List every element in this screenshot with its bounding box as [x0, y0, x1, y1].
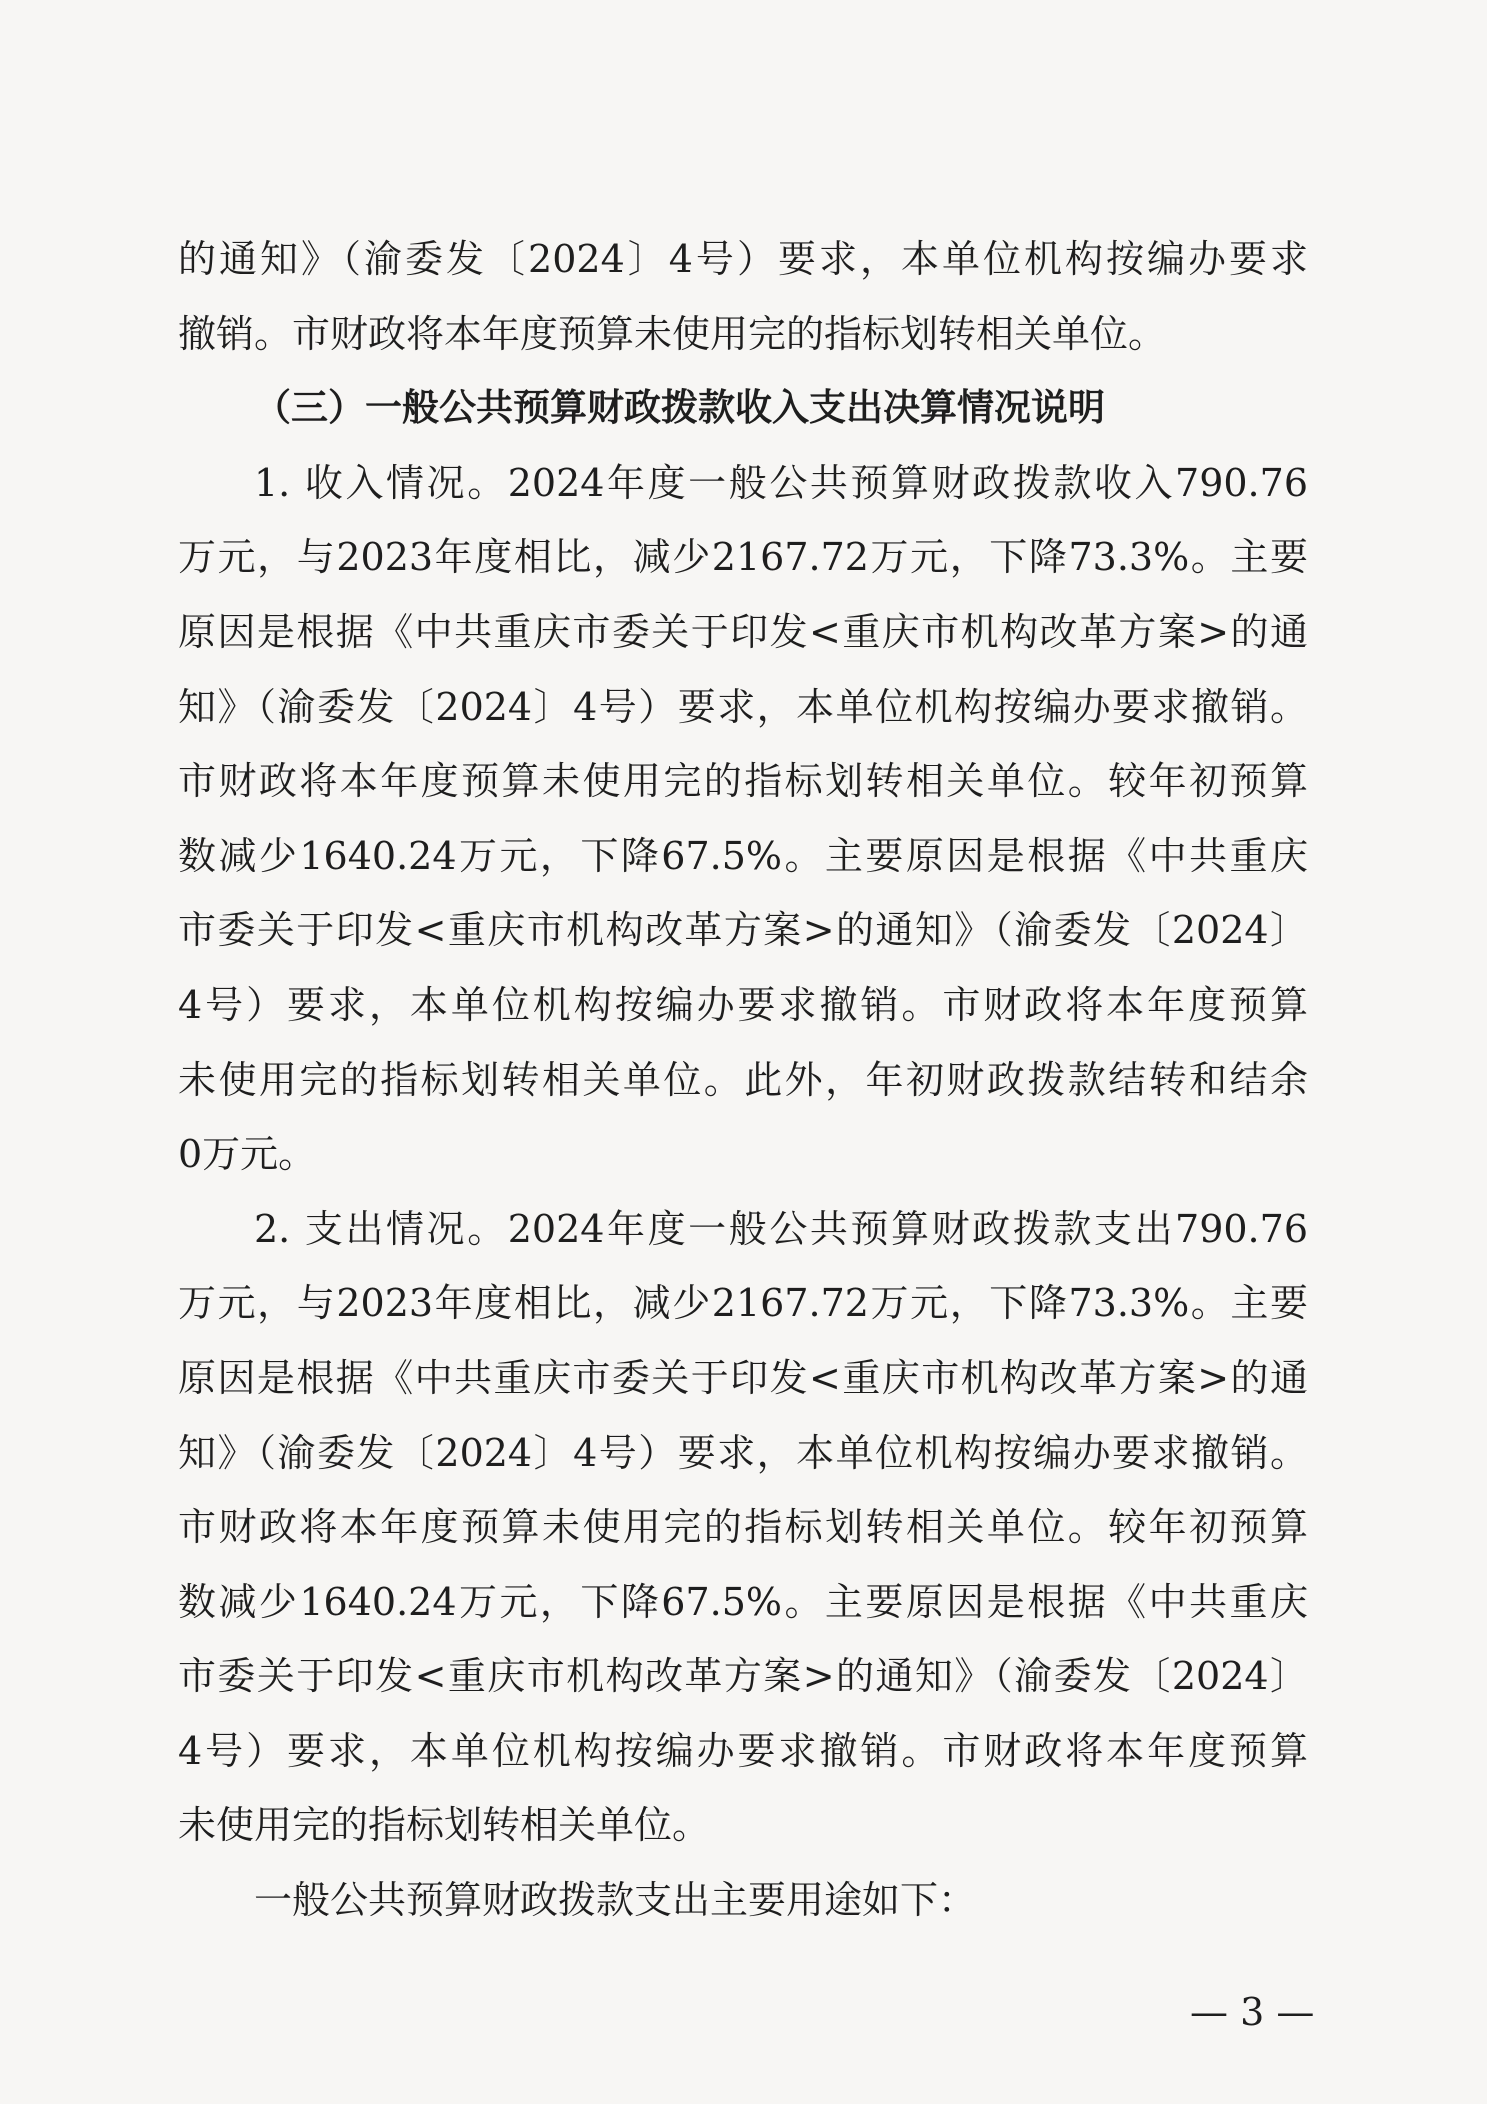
section-heading: （三）一般公共预算财政拨款收入支出决算情况说明 — [254, 386, 1105, 430]
text-line: 数减少1640.24万元，下降67.5%。主要原因是根据《中共重庆 — [178, 1579, 1308, 1624]
text-line: 未使用完的指标划转相关单位。 — [178, 1803, 711, 1848]
text-line: 一般公共预算财政拨款支出主要用途如下： — [254, 1878, 977, 1923]
text-line: 原因是根据《中共重庆市委关于印发<重庆市机构改革方案>的通 — [178, 1355, 1308, 1400]
text-line: 数减少1640.24万元，下降67.5%。主要原因是根据《中共重庆 — [178, 833, 1308, 878]
text-line: 未使用完的指标划转相关单位。此外，年初财政拨款结转和结余 — [178, 1057, 1308, 1102]
text-line: 市财政将本年度预算未使用完的指标划转相关单位。较年初预算 — [178, 1505, 1308, 1550]
text-line: 原因是根据《中共重庆市委关于印发<重庆市机构改革方案>的通 — [178, 609, 1308, 654]
text-line: 市委关于印发<重庆市机构改革方案>的通知》（渝委发〔2024〕 — [178, 1654, 1308, 1699]
text-line: 2. 支出情况。2024年度一般公共预算财政拨款支出790.76 — [254, 1206, 1308, 1251]
text-line: 知》（渝委发〔2024〕4号）要求，本单位机构按编办要求撤销。 — [178, 684, 1308, 729]
text-line: 0万元。 — [178, 1132, 317, 1177]
page-number: — 3 — — [1190, 1990, 1315, 2034]
text-line: 万元，与2023年度相比，减少2167.72万元，下降73.3%。主要 — [178, 1281, 1308, 1326]
text-line: 4号）要求，本单位机构按编办要求撤销。市财政将本年度预算 — [178, 982, 1308, 1027]
text-line: 市财政将本年度预算未使用完的指标划转相关单位。较年初预算 — [178, 759, 1308, 804]
document-body — [178, 222, 1308, 1938]
text-line: 1. 收入情况。2024年度一般公共预算财政拨款收入790.76 — [254, 460, 1308, 505]
text-line: 市委关于印发<重庆市机构改革方案>的通知》（渝委发〔2024〕 — [178, 908, 1308, 953]
text-line: 撤销。市财政将本年度预算未使用完的指标划转相关单位。 — [178, 311, 1167, 356]
text-line: 万元，与2023年度相比，减少2167.72万元，下降73.3%。主要 — [178, 535, 1308, 580]
text-line: 知》（渝委发〔2024〕4号）要求，本单位机构按编办要求撤销。 — [178, 1430, 1308, 1475]
text-line: 的通知》（渝委发〔2024〕4号）要求，本单位机构按编办要求 — [178, 237, 1308, 281]
text-line: 4号）要求，本单位机构按编办要求撤销。市财政将本年度预算 — [178, 1728, 1308, 1773]
